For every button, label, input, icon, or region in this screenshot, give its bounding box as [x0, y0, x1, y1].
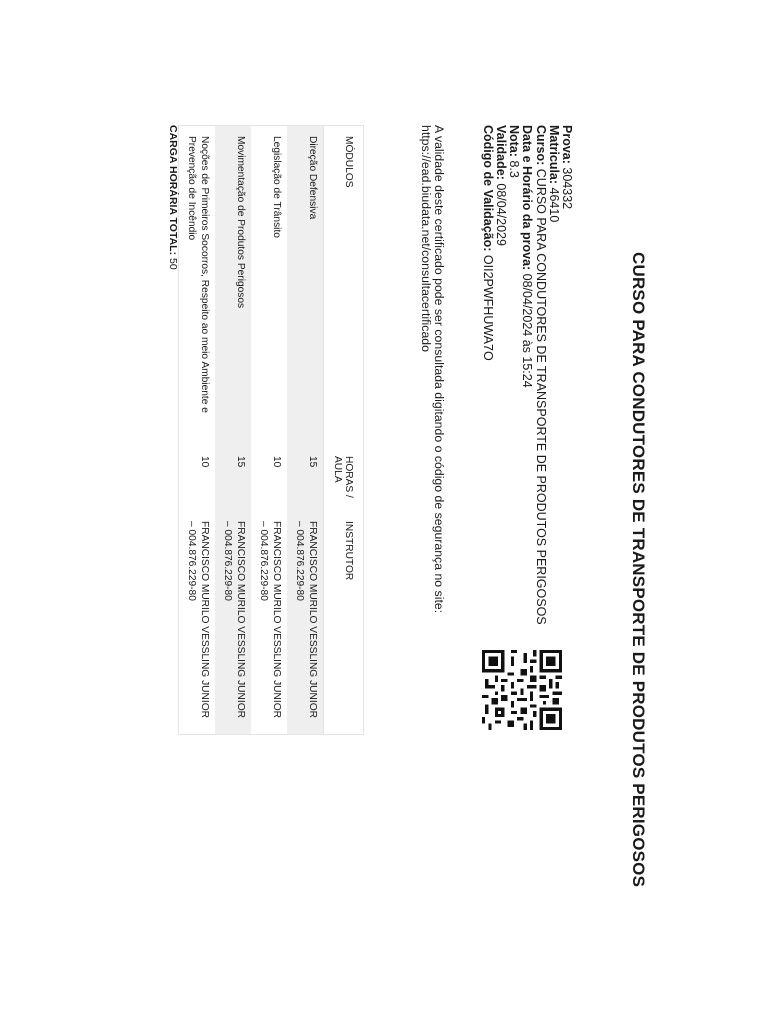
- validity-text: A validade deste certificado pode ser consultada digitando o código de segurança no site:: [432, 125, 446, 614]
- grade-value: 8.3: [507, 160, 522, 178]
- total-hours-value: 50: [167, 258, 179, 270]
- exam-date-value: 08/04/2024 às 15:24: [520, 273, 535, 388]
- validity-row: Validade: 08/04/2029: [493, 125, 508, 246]
- table-row: [287, 126, 324, 735]
- exam-id-row: Prova: 304332: [560, 125, 574, 210]
- exam-date-row: Data e Horário da prova: 08/04/2024 às 15:24: [520, 125, 535, 388]
- validity-note: [418, 125, 445, 685]
- module-cell: Legislação de Trânsito: [271, 136, 282, 238]
- table-row: [251, 126, 287, 735]
- hours-cell: 10: [271, 456, 282, 468]
- exam-info: [481, 125, 573, 645]
- course-row: Curso: CURSO PARA CONDUTORES DE TRANSPORTE DE PRODUTOS PERIGOSOS: [533, 125, 548, 625]
- module-cell: Noções de Primeiros Socorros, Respeito ao meio Ambiente e Prevenção de Incêndio: [186, 136, 210, 413]
- enrollment-row: Matricula: 46410: [546, 125, 561, 223]
- instructor-cell: FRANCISCO MURILO VESSLING JUNIOR – 004.876.229-80: [287, 511, 324, 735]
- certificate-title: CURSO PARA CONDUTORES DE TRANSPORTE DE PRODUTOS PERIGOSOS: [629, 252, 648, 888]
- module-cell: Direção Defensiva: [287, 126, 324, 447]
- total-hours-label: CARGA HORÁRIA TOTAL:: [167, 125, 179, 256]
- hours-cell: 15: [215, 446, 251, 511]
- validation-code-row: Código de Validação: OII2PWFHUWA7O: [480, 125, 495, 361]
- modules-table: [178, 125, 364, 735]
- instructor-cell: FRANCISCO MURILO VESSLING JUNIOR – 004.876.229-80: [215, 511, 251, 735]
- total-hours: [167, 125, 179, 270]
- instructor-header: INSTRUTOR: [324, 511, 364, 735]
- course-value: CURSO PARA CONDUTORES DE TRANSPORTE DE PRODUTOS PERIGOSOS: [533, 168, 548, 625]
- instructor-cell: FRANCISCO MURILO VESSLING JUNIOR – 004.876.229-80: [258, 521, 282, 718]
- qr-code-icon: [476, 650, 568, 730]
- hours-header: HORAS / AULA: [324, 446, 364, 511]
- modules-header: MÓDULOS: [324, 126, 364, 447]
- validation-code-value: OII2PWFHUWA7O: [480, 254, 495, 361]
- exam-id-value: 304332: [560, 167, 574, 210]
- hours-cell: 15: [287, 446, 324, 511]
- module-cell: Movimentação de Produtos Perigosos: [215, 126, 251, 447]
- table-row: [179, 126, 216, 735]
- enrollment-value: 46410: [546, 187, 561, 223]
- grade-row: Nota: 8.3: [507, 125, 522, 178]
- validity-value: 08/04/2029: [493, 183, 508, 246]
- instructor-cell: FRANCISCO MURILO VESSLING JUNIOR – 004.876.229-80: [186, 521, 210, 718]
- validity-url[interactable]: https://ead.biudata.net/consultacertificado: [418, 125, 433, 352]
- table-header-row: [324, 126, 364, 735]
- hours-cell: 10: [199, 456, 210, 468]
- table-row: [215, 126, 251, 735]
